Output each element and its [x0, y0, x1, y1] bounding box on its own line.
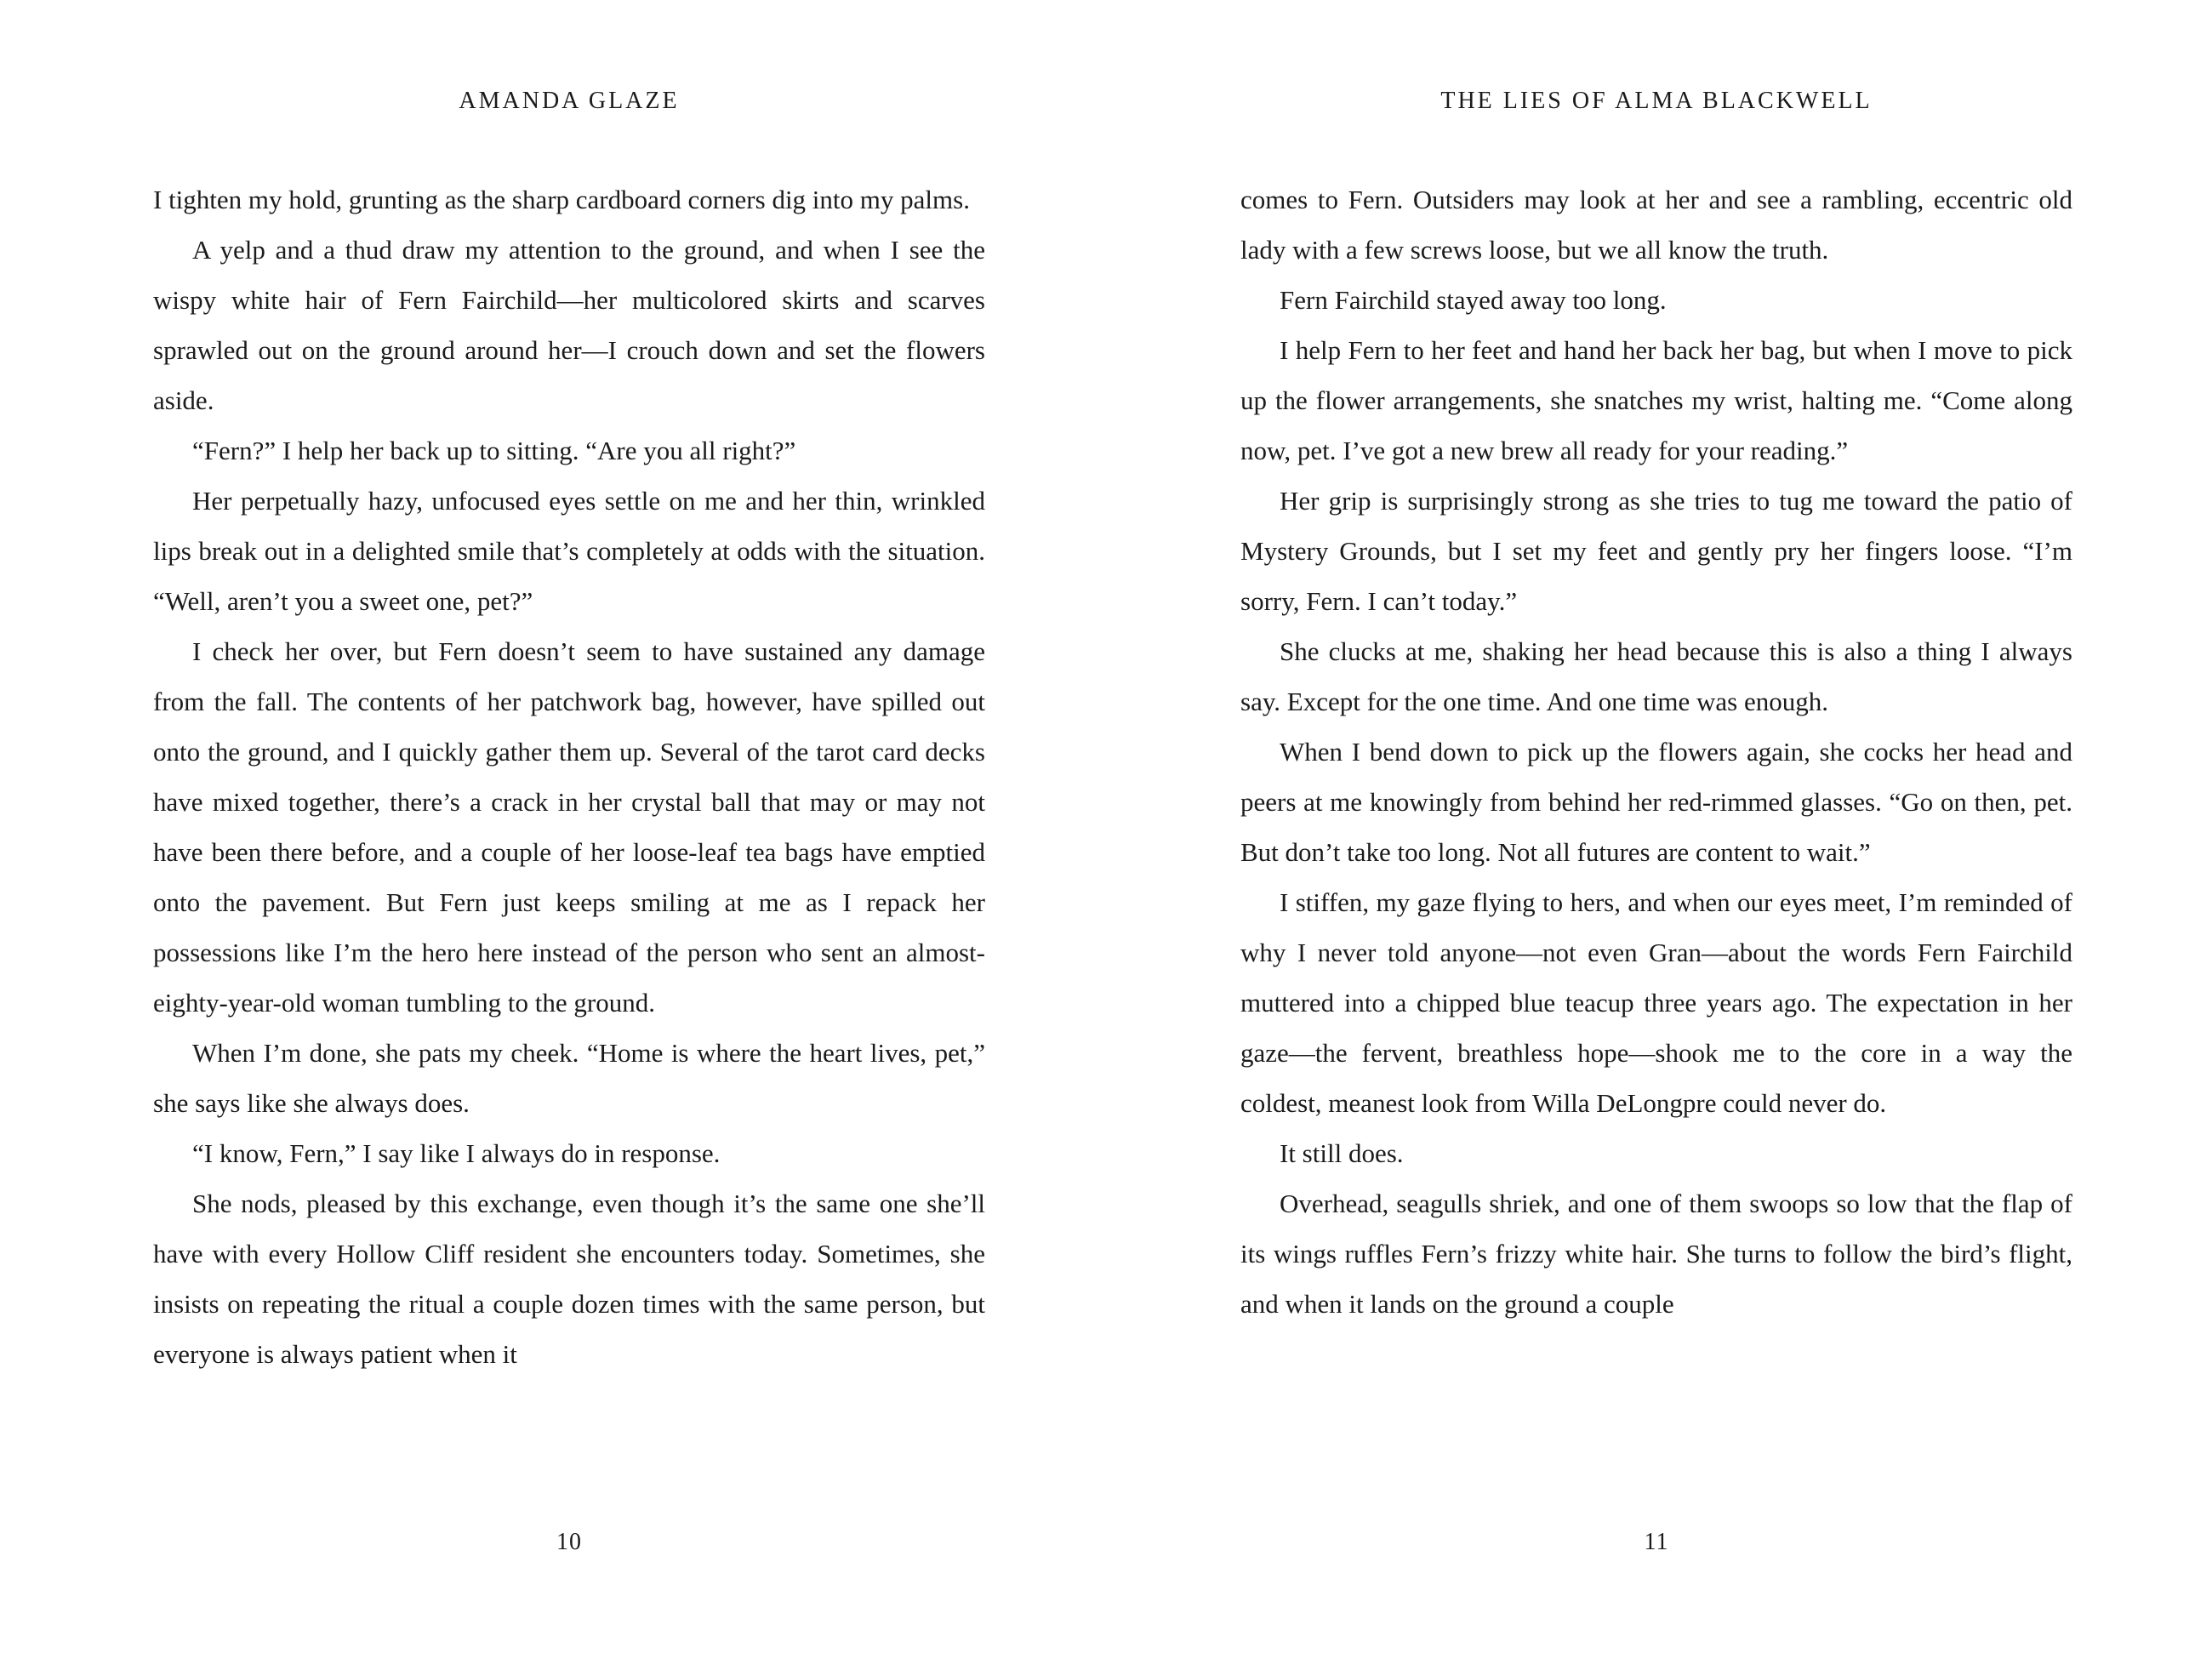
- running-head-title: THE LIES OF ALMA BLACKWELL: [1440, 88, 1873, 114]
- paragraph: I stiffen, my gaze flying to hers, and when our eyes meet, I’m reminded of why I never told anyone—not even Gran—about the words Fern Fairchild muttered into a chipped blue teacup three years ago. The expectation in her gaze—the fervent, breathless hope—shook me to the core in a way the coldest, meanest look from Willa DeLongpre could never do.: [1240, 887, 2072, 1118]
- paragraph: She nods, pleased by this exchange, even though it’s the same one she’ll have with every Hollow Cliff resident she encounters today. Sometimes, she insists on repeating the ritual a couple dozen times with the same person, but everyone is always patient when it: [153, 1189, 985, 1369]
- paragraph: comes to Fern. Outsiders may look at her and see a rambling, eccentric old lady with a few screws loose, but we all know the truth.: [1240, 185, 2072, 265]
- paragraph: Her grip is surprisingly strong as she tries to tug me toward the patio of Mystery Grounds, but I set my feet and gently pry her fingers loose. “I’m sorry, Fern. I can’t today.”: [1240, 486, 2072, 616]
- page-body-left: [153, 174, 985, 1379]
- paragraph: I help Fern to her feet and hand her back her bag, but when I move to pick up the flower arrangements, she snatches my wrist, halting me. “Come along now, pet. I’ve got a new brew all ready for your reading.”: [1240, 335, 2072, 465]
- page-left: [153, 88, 985, 1611]
- paragraph: A yelp and a thud draw my attention to the ground, and when I see the wispy white hair of Fern Fairchild—her multicolored skirts and scarves sprawled out on the ground around her—I crouch down and set the flowers aside.: [153, 235, 985, 415]
- paragraph: Her perpetually hazy, unfocused eyes settle on me and her thin, wrinkled lips break out in a delighted smile that’s completely at odds with the situation. “Well, aren’t you a sweet one, pet?”: [153, 486, 985, 616]
- paragraph: I tighten my hold, grunting as the sharp cardboard corners dig into my palms.: [153, 185, 970, 214]
- paragraph: When I’m done, she pats my cheek. “Home is where the heart lives, pet,” she says like she always does.: [153, 1038, 985, 1118]
- paragraph: It still does.: [1280, 1138, 1404, 1168]
- page-number-right: 11: [1644, 1529, 1669, 1555]
- paragraph: “I know, Fern,” I say like I always do in response.: [192, 1138, 721, 1168]
- paragraph: She clucks at me, shaking her head because this is also a thing I always say. Except for the one time. And one time was enough.: [1240, 636, 2072, 716]
- page-body-right: [1240, 174, 2072, 1329]
- paragraph: Overhead, seagulls shriek, and one of them swoops so low that the flap of its wings ruffles Fern’s frizzy white hair. She turns to follow the bird’s flight, and when it lands on the ground a couple: [1240, 1189, 2072, 1319]
- page-right: [1240, 88, 2072, 1611]
- paragraph: When I bend down to pick up the flowers again, she cocks her head and peers at me knowingly from behind her red-rimmed glasses. “Go on then, pet. But don’t take too long. Not all futures are content to wait.”: [1240, 737, 2072, 867]
- paragraph: Fern Fairchild stayed away too long.: [1280, 285, 1667, 315]
- paragraph: I check her over, but Fern doesn’t seem to have sustained any damage from the fall. The contents of her patchwork bag, however, have spilled out onto the ground, and I quickly gather them up. Several of the tarot card decks have mixed together, there’s a crack in her crystal ball that may or may not have been there before, and a couple of her loose-leaf tea bags have emptied onto the pavement. But Fern just keeps smiling at me as I repack her possessions like I’m the hero here instead of the person who sent an almost-eighty-year-old woman tumbling to the ground.: [153, 636, 985, 1018]
- running-head-author: AMANDA GLAZE: [459, 88, 680, 114]
- paragraph: “Fern?” I help her back up to sitting. “Are you all right?”: [192, 436, 796, 465]
- page-number-left: 10: [556, 1529, 582, 1555]
